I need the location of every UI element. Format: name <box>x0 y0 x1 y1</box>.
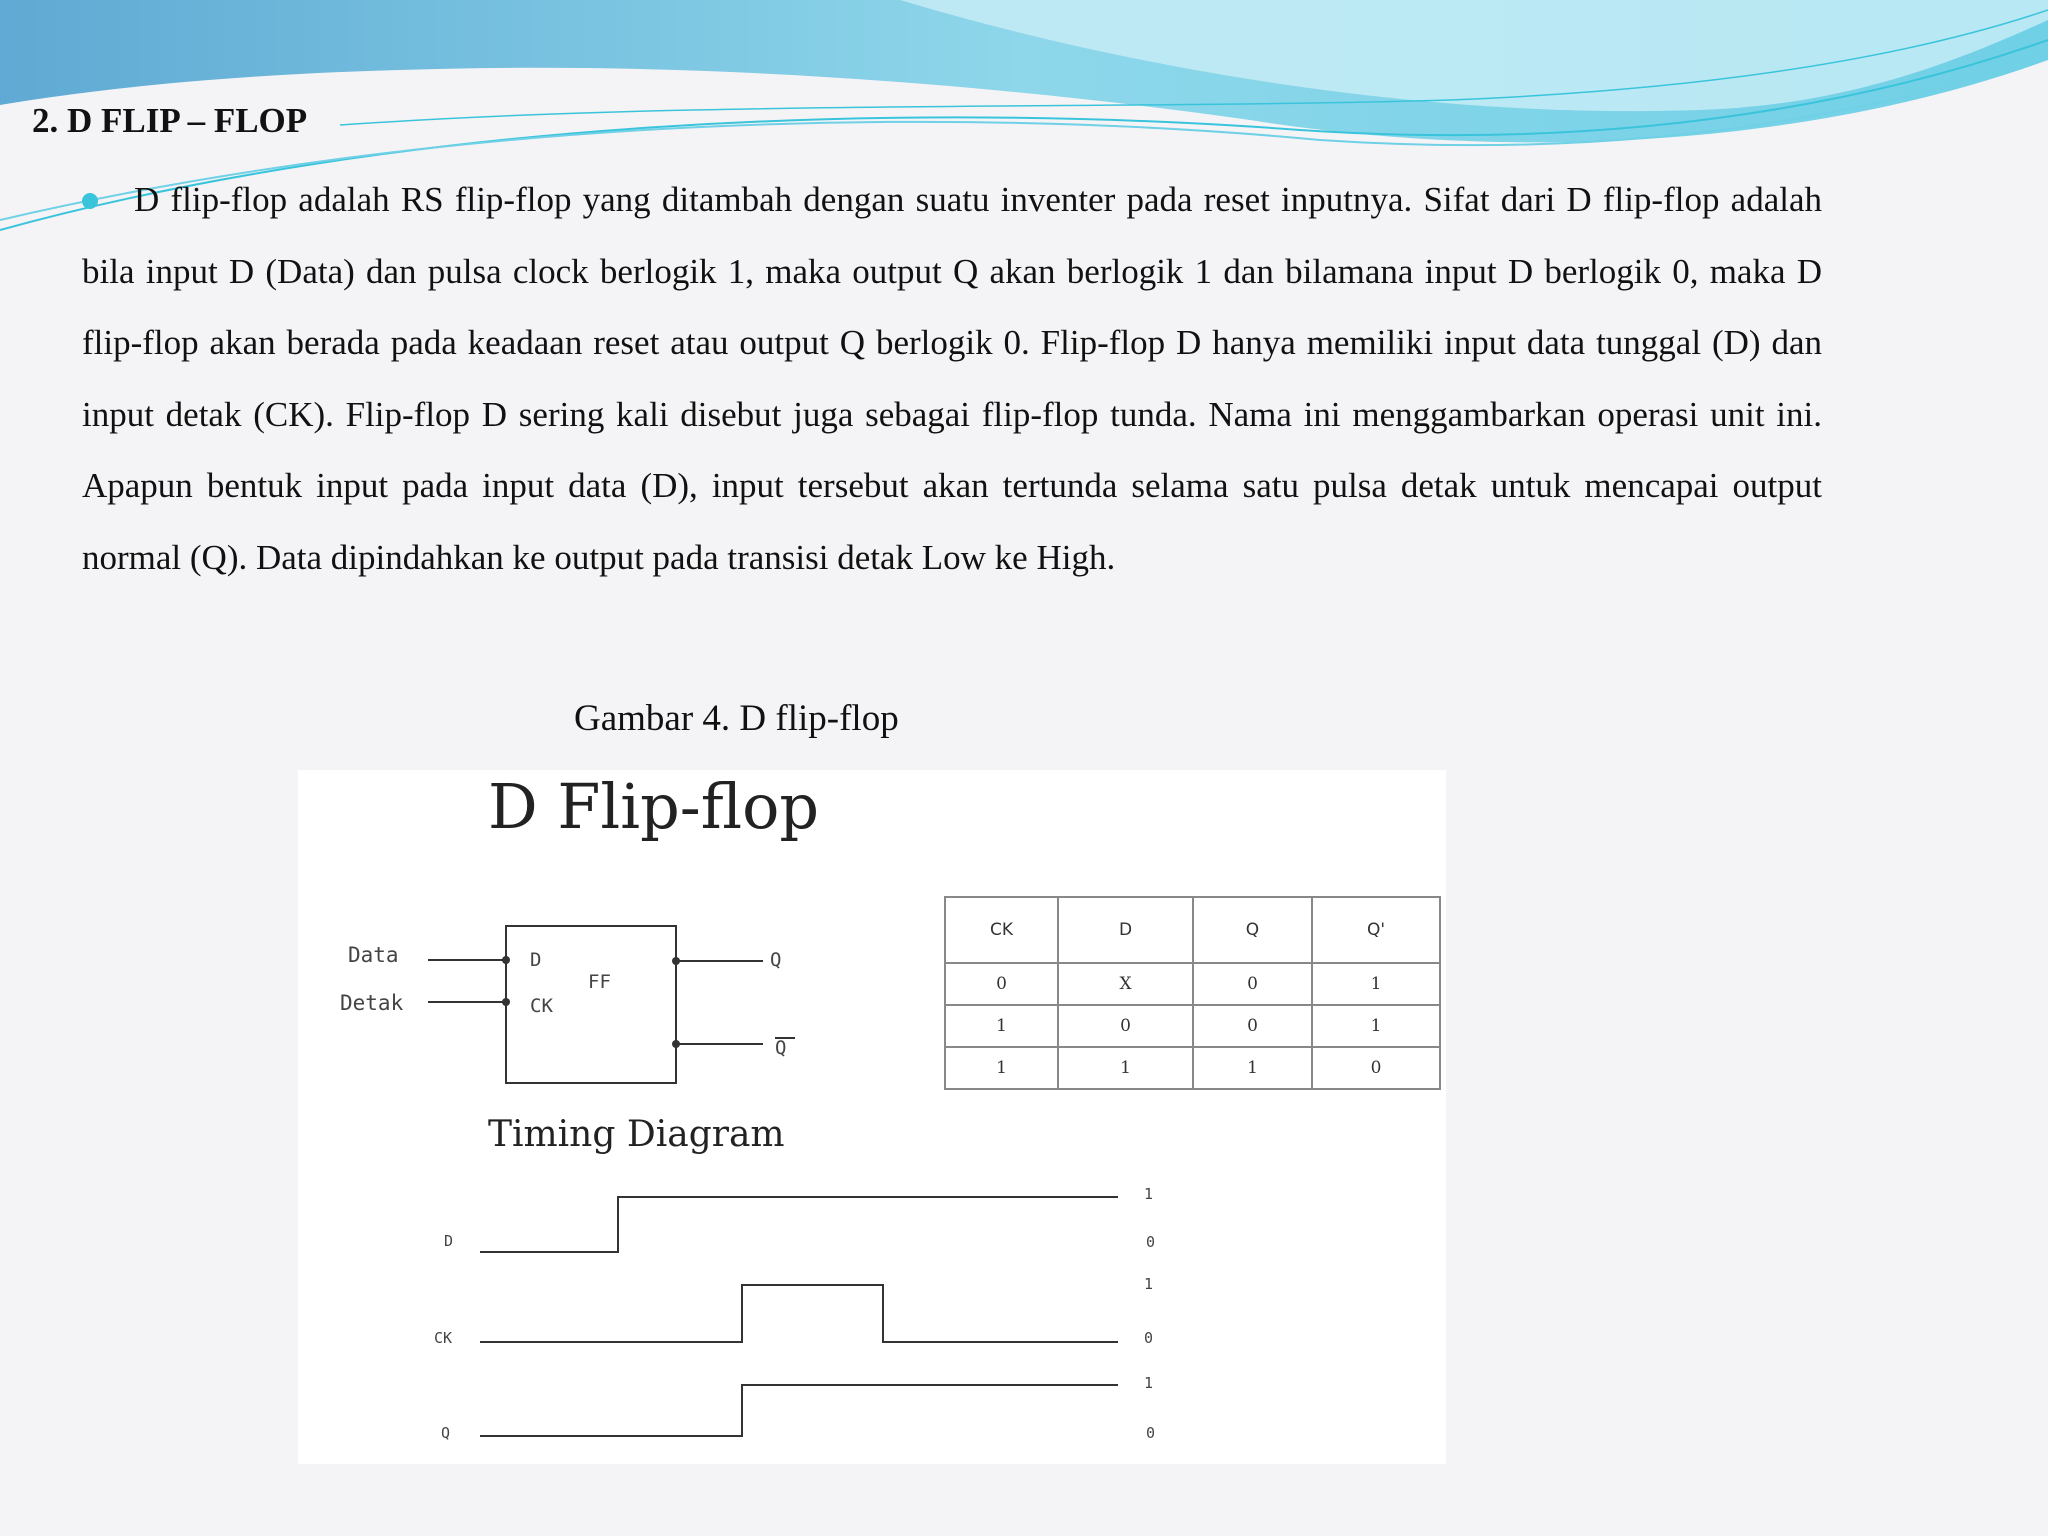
figure-caption: Gambar 4. D flip-flop <box>574 698 899 739</box>
ck-low-label: 0 <box>1144 1329 1154 1347</box>
data-input-label: Data <box>348 943 399 967</box>
q-waveform <box>480 1385 1118 1436</box>
table-cell: 1 <box>1193 1047 1312 1089</box>
d-high-label: 1 <box>1144 1185 1154 1203</box>
table-cell: 0 <box>945 963 1058 1005</box>
body-paragraph: D flip-flop adalah RS flip-flop yang ditambah dengan suatu inventer pada reset inputnya. Sifat dari D flip-flop adalah bila input D (Data) dan pulsa clock berlogik 1, maka output Q akan berlogik 1 dan bilamana input D berlogik 0, maka D flip-flop akan berada pada keadaan reset atau output Q berlogik 0. Flip-flop D hanya memiliki input data tunggal (D) dan input detak (CK). Flip-flop D sering kali disebut juga sebagai flip-flop tunda. Nama ini menggambarkan operasi unit ini. Apapun bentuk input pada input data (D), input tersebut akan tertunda selama satu pulsa detak untuk mencapai output normal (Q). Data dipindahkan ke output pada transisi detak Low ke High. <box>82 180 1822 577</box>
table-cell: 1 <box>1312 963 1440 1005</box>
output-qbar-label: Q <box>775 1037 787 1059</box>
timing-diagram-title: Timing Diagram <box>488 1114 785 1155</box>
d-signal-label: D <box>444 1232 454 1250</box>
clock-input-label: Detak <box>340 991 404 1015</box>
table-cell: 0 <box>1312 1047 1440 1089</box>
table-cell: X <box>1058 963 1193 1005</box>
header-d: D <box>1058 897 1193 963</box>
slide-title: 2. D FLIP – FLOP <box>32 101 308 140</box>
table-cell: 0 <box>1193 1005 1312 1047</box>
ck-signal-label: CK <box>434 1329 453 1347</box>
table-cell: 1 <box>1058 1047 1193 1089</box>
d-low-label: 0 <box>1146 1233 1156 1251</box>
header-q: Q <box>1193 897 1312 963</box>
q-high-label: 1 <box>1144 1374 1154 1392</box>
table-cell: 0 <box>1058 1005 1193 1047</box>
table-cell: 0 <box>1193 963 1312 1005</box>
pin-d-label: D <box>530 949 542 971</box>
block-label: FF <box>588 971 611 993</box>
header-ck: CK <box>945 897 1058 963</box>
table-cell: 1 <box>945 1047 1058 1089</box>
output-q-label: Q <box>770 949 782 971</box>
table-cell: 1 <box>945 1005 1058 1047</box>
timing-diagram <box>298 770 1446 1464</box>
q-signal-label: Q <box>441 1424 451 1442</box>
d-waveform <box>480 1197 1118 1252</box>
table-cell: 1 <box>1312 1005 1440 1047</box>
d-flip-flop-figure <box>298 770 1446 1464</box>
pin-ck-label: CK <box>530 995 553 1017</box>
ck-high-label: 1 <box>1144 1275 1154 1293</box>
q-low-label: 0 <box>1146 1424 1156 1442</box>
header-qprime: Q' <box>1312 897 1440 963</box>
figure-title: D Flip-flop <box>488 770 820 843</box>
ck-waveform <box>480 1285 1118 1342</box>
